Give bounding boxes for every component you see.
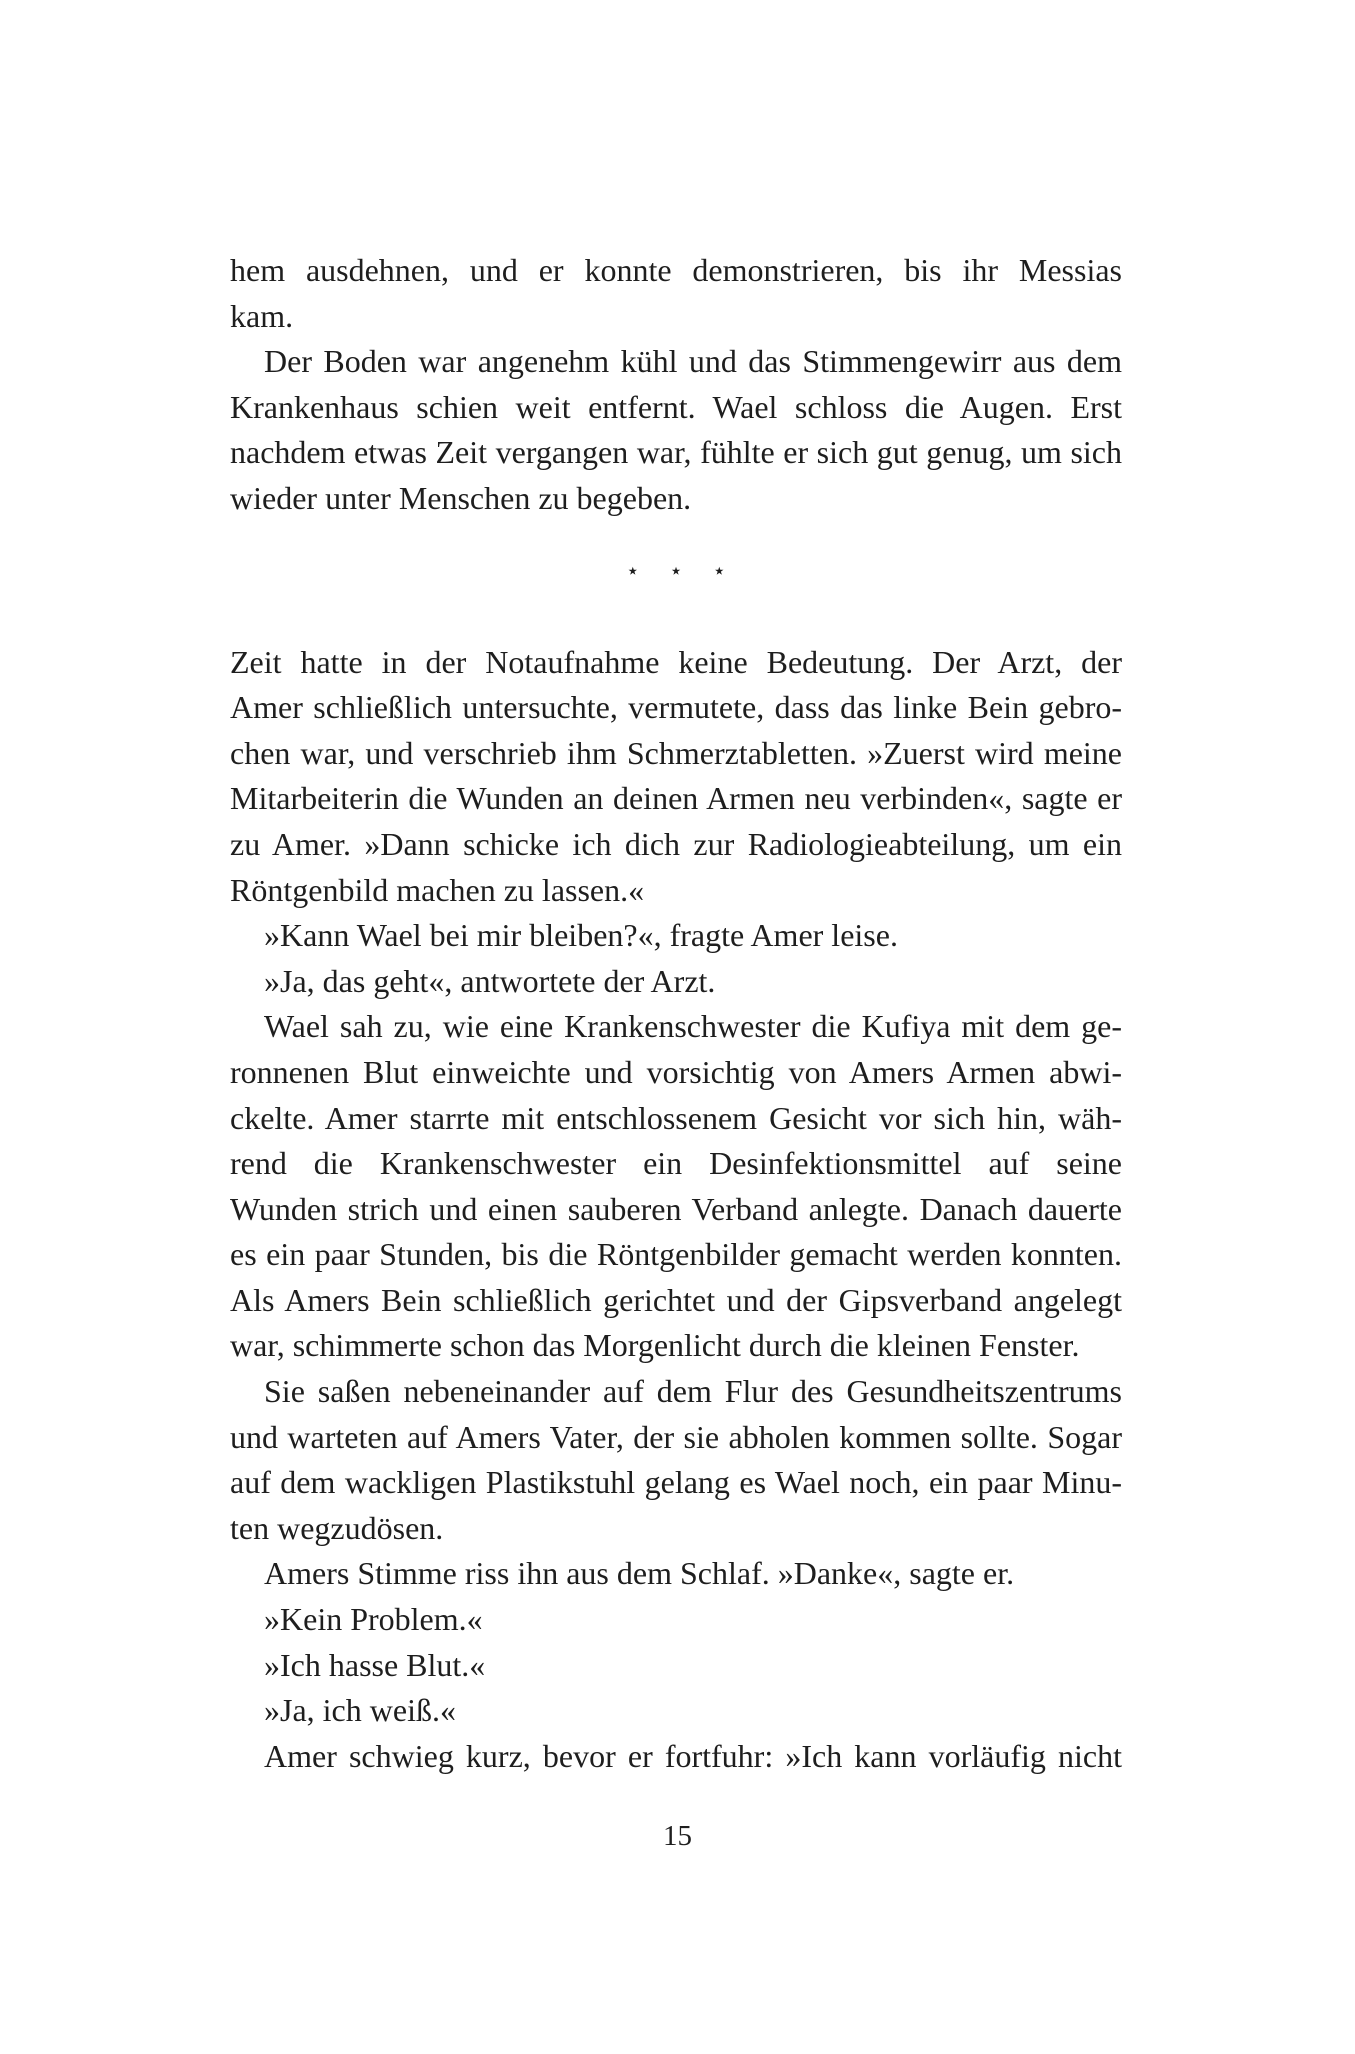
text-line: »Ja, das geht«, antwortete der Arzt. [264,962,716,999]
text-line: zu Amer. »Dann schicke ich dich zur Radiologieabteilung, um ein [230,825,1122,862]
paragraph [230,1643,1122,1689]
text-line: »Ja, ich weiß.« [264,1692,456,1729]
paragraph [230,1734,1122,1780]
text-line: auf dem wackligen Plastikstuhl gelang es Wael noch, ein paar Minu- [230,1464,1122,1501]
paragraph [230,1369,1122,1551]
text-line: Krankenhaus schien weit entfernt. Wael schloss die Augen. Erst [230,388,1122,425]
text-line: ten wegzudösen. [230,1509,444,1546]
text-line: »Ich hasse Blut.« [264,1646,486,1683]
text-line: rend die Krankenschwester ein Desinfektionsmittel auf seine [230,1145,1122,1182]
text-line: chen war, und verschrieb ihm Schmerztabletten. »Zuerst wird meine [230,734,1122,771]
text-line: Der Boden war angenehm kühl und das Stimmengewirr aus dem [264,343,1122,380]
text-line: »Kein Problem.« [264,1601,483,1638]
text-line: und warteten auf Amers Vater, der sie abholen kommen sollte. Sogar [230,1418,1122,1455]
text-line: Mitarbeiterin die Wunden an deinen Armen neu verbinden«, sagte er [230,780,1122,817]
book-page-body [230,248,1122,1779]
paragraph [230,1551,1122,1597]
text-line: Röntgenbild machen zu lassen.« [230,871,645,908]
text-line: Amer schließlich untersuchte, vermutete, dass das linke Bein gebro- [230,689,1122,726]
text-line: ckelte. Amer starrte mit entschlossenem Gesicht vor sich hin, wäh- [230,1099,1122,1136]
paragraph [230,959,1122,1005]
paragraph [230,248,1122,339]
text-line: Wael sah zu, wie eine Krankenschwester die Kufiya mit dem ge- [264,1008,1122,1045]
paragraph [230,1004,1122,1369]
text-line: Sie saßen nebeneinander auf dem Flur des Gesundheitszentrums [264,1373,1122,1410]
text-line: es ein paar Stunden, bis die Röntgenbilder gemacht werden konnten. [230,1236,1122,1273]
text-line: ronnenen Blut einweichte und vorsichtig von Amers Armen abwi- [230,1053,1122,1090]
paragraph [230,339,1122,521]
text-line: nachdem etwas Zeit vergangen war, fühlte er sich gut genug, um sich [230,434,1122,471]
paragraph [230,1688,1122,1734]
text-line: Zeit hatte in der Notaufnahme keine Bedeutung. Der Arzt, der [230,643,1122,680]
text-line: war, schimmerte schon das Morgenlicht durch die kleinen Fenster. [230,1327,1080,1364]
text-line: Amer schwieg kurz, bevor er fortfuhr: »Ich kann vorläufig nicht [264,1737,1122,1774]
text-line: Als Amers Bein schließlich gerichtet und der Gipsverband angelegt [230,1281,1122,1318]
text-line: »Kann Wael bei mir bleiben?«, fragte Amer leise. [264,917,898,954]
text-block-before-break [230,248,1122,522]
paragraph [230,640,1122,914]
paragraph [230,1597,1122,1643]
text-line: kam. [230,297,294,334]
text-line: Amers Stimme riss ihn aus dem Schlaf. »Danke«, sagte er. [264,1555,1015,1592]
page-number: 15 [663,1820,692,1852]
text-block-after-break [230,640,1122,1780]
text-line: hem ausdehnen, und er konnte demonstrieren, bis ihr Messias [230,252,1122,288]
text-line: wieder unter Menschen zu begeben. [230,479,692,516]
section-break-ornament: ⋆ ⋆ ⋆ [625,557,739,583]
text-line: Wunden strich und einen sauberen Verband anlegte. Danach dauerte [230,1190,1122,1227]
paragraph [230,913,1122,959]
